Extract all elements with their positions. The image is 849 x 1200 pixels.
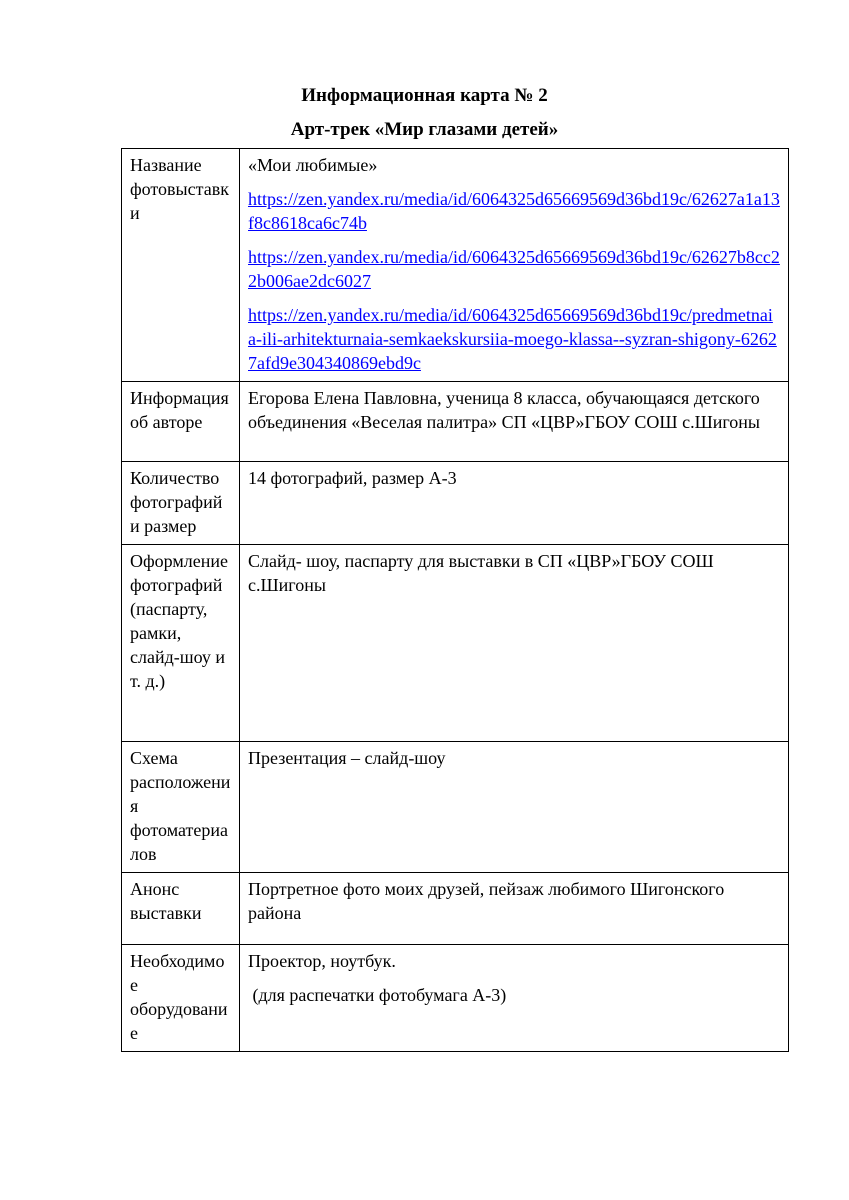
value-announcement: Портретное фото моих друзей, пейзаж любимого Шигонского района (240, 873, 789, 945)
label-announcement: Анонс выставки (122, 873, 240, 945)
exhibition-link-3[interactable]: https://zen.yandex.ru/media/id/6064325d65669569d36bd19c/predmetnaia-ili-arhitekturnaia-semkaekskursiia-moego-klassa--syzran-shigony-62627afd9e304340869ebd9c (248, 305, 777, 373)
exhibition-link-2[interactable]: https://zen.yandex.ru/media/id/6064325d65669569d36bd19c/62627b8cc22b006ae2dc6027 (248, 247, 780, 291)
label-author-info: Информация об авторе (122, 382, 240, 462)
table-row (122, 742, 789, 873)
table-row (122, 873, 789, 945)
table-row (122, 945, 789, 1052)
page-subtitle: Арт-трек «Мир глазами детей» (290, 119, 559, 140)
value-layout-scheme: Презентация – слайд-шоу (240, 742, 789, 873)
label-photo-design: Оформление фотографий (паспарту, рамки, слайд-шоу и т. д.) (122, 545, 240, 742)
info-card-table (121, 148, 789, 1052)
value-author-info: Егорова Елена Павловна, ученица 8 класса, обучающаяся детского объединения «Веселая палитра» СП «ЦВР»ГБОУ СОШ с.Шигоны (240, 382, 789, 462)
label-equipment: Необходимое оборудование (122, 945, 240, 1052)
table-row (122, 545, 789, 742)
label-photo-count: Количество фотографий и размер (122, 462, 240, 545)
value-equipment (240, 945, 789, 1052)
label-layout-scheme: Схема расположения фотоматериалов (122, 742, 240, 873)
value-photo-count: 14 фотографий, размер А-3 (240, 462, 789, 545)
table-row (122, 149, 789, 382)
equipment-line-2: (для распечатки фотобумага А-3) (248, 985, 507, 1005)
exhibition-title: «Мои любимые» (248, 155, 378, 175)
equipment-line-1: Проектор, ноутбук. (248, 951, 396, 971)
table-row (122, 382, 789, 462)
value-exhibition-name (240, 149, 789, 382)
value-photo-design: Слайд- шоу, паспарту для выставки в СП «ЦВР»ГБОУ СОШ с.Шигоны (240, 545, 789, 742)
label-exhibition-name: Название фотовыставки (122, 149, 240, 382)
page-title: Информационная карта № 2 (301, 85, 548, 106)
table-row (122, 462, 789, 545)
exhibition-link-1[interactable]: https://zen.yandex.ru/media/id/6064325d65669569d36bd19c/62627a1a13f8c8618ca6c74b (248, 189, 780, 233)
